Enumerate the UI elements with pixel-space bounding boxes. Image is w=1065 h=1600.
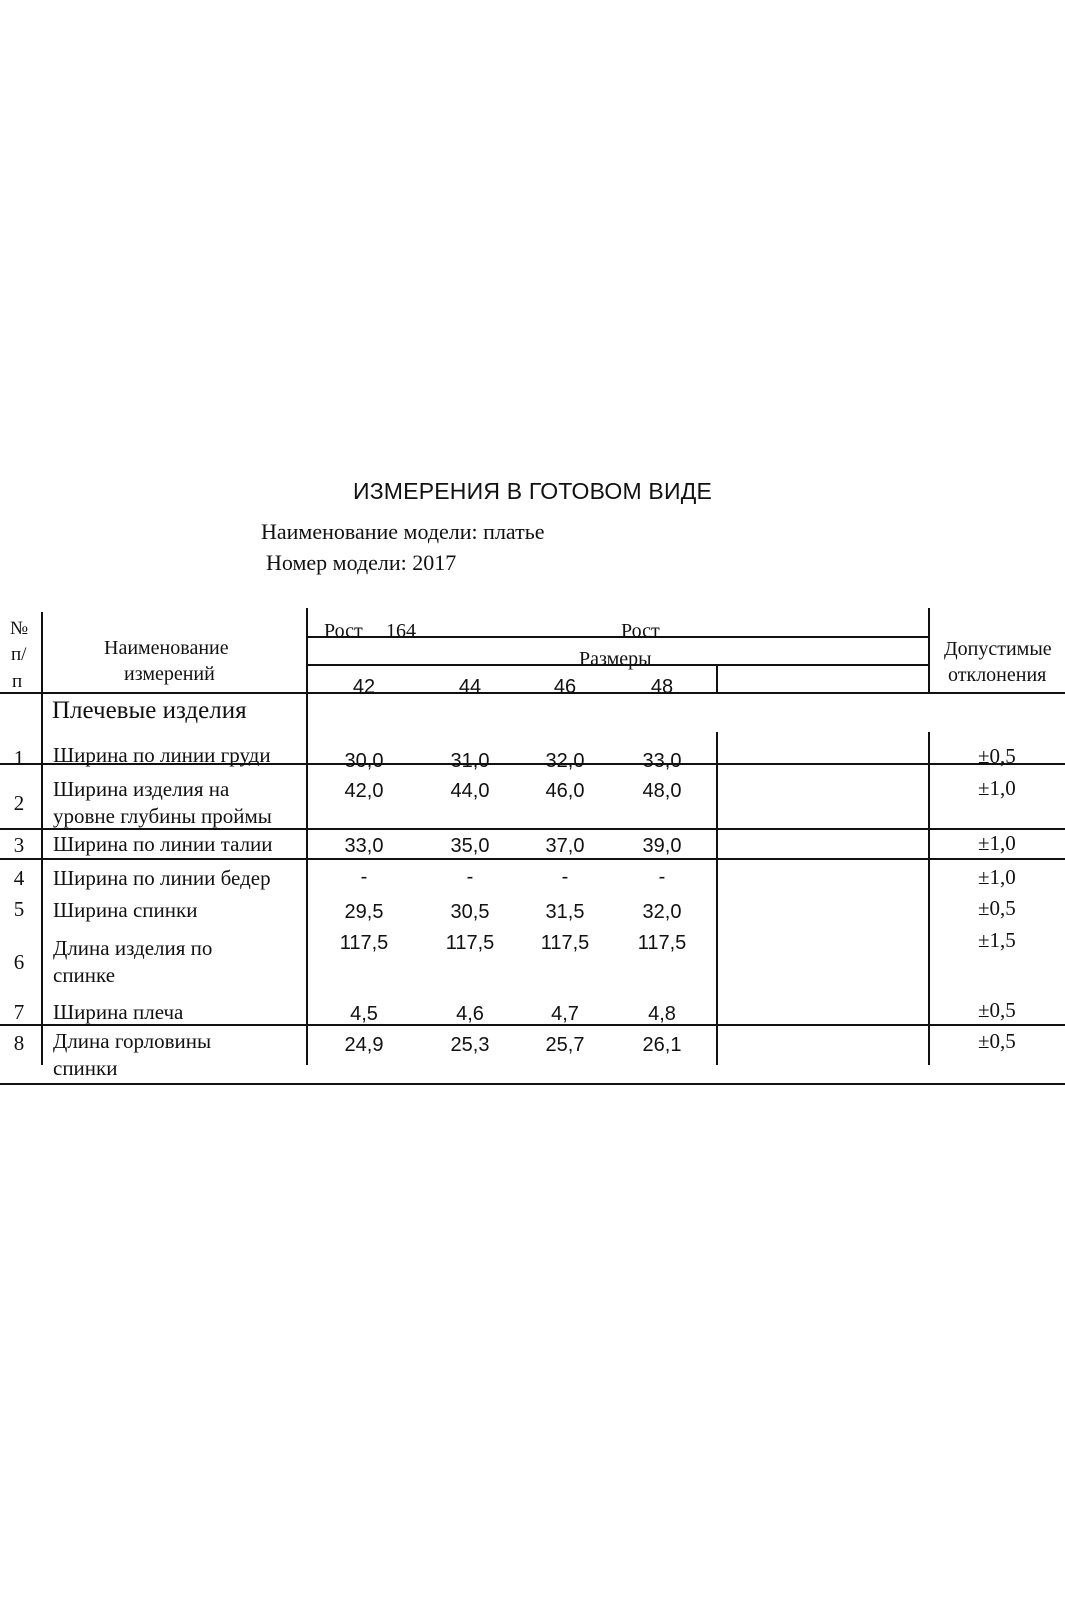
row-tolerance: ±1,0 xyxy=(978,831,1016,855)
section-label: Плечевые изделия xyxy=(52,697,247,724)
row-label: Ширина плеча xyxy=(53,1000,184,1024)
table-line xyxy=(41,612,43,1065)
row-value: 32,0 xyxy=(642,901,682,923)
row-number: 3 xyxy=(13,833,25,857)
row-value: 42,0 xyxy=(344,780,384,802)
table-line xyxy=(0,1083,1065,1085)
size-header: 42 xyxy=(352,676,376,698)
table-line xyxy=(306,608,308,1065)
row-number: 6 xyxy=(13,950,25,974)
header-name-1: Наименование xyxy=(104,637,229,659)
row-value: 25,3 xyxy=(450,1034,490,1056)
header-tolerance-1: Допустимые xyxy=(944,638,1052,660)
row-value: 117,5 xyxy=(637,932,687,954)
row-label: Длина изделия по xyxy=(53,936,213,960)
row-label: Ширина изделия на xyxy=(53,777,230,801)
height-left-value: 164 xyxy=(386,620,416,642)
row-tolerance: ±0,5 xyxy=(978,896,1016,920)
row-value: 33,0 xyxy=(642,750,682,772)
row-value: 35,0 xyxy=(450,835,490,857)
row-label: спинке xyxy=(53,963,116,987)
table-line xyxy=(716,664,718,693)
row-value: 30,0 xyxy=(344,750,384,772)
row-tolerance: ±0,5 xyxy=(978,744,1016,768)
row-value: 48,0 xyxy=(642,780,682,802)
size-header: 44 xyxy=(458,676,482,698)
row-value: - xyxy=(561,866,569,888)
model-number: Номер модели: 2017 xyxy=(266,550,457,575)
row-value: 4,8 xyxy=(648,1003,676,1025)
size-header: 46 xyxy=(553,676,577,698)
row-value: 31,5 xyxy=(545,901,585,923)
row-value: 4,6 xyxy=(456,1003,484,1025)
row-label: Ширина спинки xyxy=(53,898,198,922)
row-number: 2 xyxy=(13,791,25,815)
row-value: 33,0 xyxy=(344,835,384,857)
row-value: 44,0 xyxy=(450,780,490,802)
row-number: 8 xyxy=(13,1031,25,1055)
row-value: 46,0 xyxy=(545,780,585,802)
table-line xyxy=(928,608,930,693)
row-label: Длина горловины xyxy=(53,1029,212,1053)
row-value: 32,0 xyxy=(545,750,585,772)
table-line xyxy=(0,858,1065,860)
row-value: - xyxy=(466,866,474,888)
row-value: 29,5 xyxy=(344,901,384,923)
row-tolerance: ±1,0 xyxy=(978,865,1016,889)
row-number: 7 xyxy=(13,1000,25,1024)
row-number: 1 xyxy=(13,746,25,770)
row-label: Ширина по линии груди xyxy=(53,743,271,767)
height-left-label: Рост xyxy=(324,620,363,642)
row-value: 117,5 xyxy=(339,932,389,954)
sizes-label: Размеры xyxy=(579,648,652,670)
row-label: Ширина по линии талии xyxy=(53,832,273,856)
size-header: 48 xyxy=(650,676,674,698)
row-tolerance: ±1,5 xyxy=(978,928,1016,952)
row-value: 26,1 xyxy=(642,1034,682,1056)
row-value: 117,5 xyxy=(445,932,495,954)
table-line xyxy=(928,732,930,1065)
header-tolerance-2: отклонения xyxy=(948,664,1047,686)
header-num-3: п xyxy=(12,671,23,692)
row-label: Ширина по линии бедер xyxy=(53,866,271,890)
row-value: - xyxy=(658,866,666,888)
document-title: ИЗМЕРЕНИЯ В ГОТОВОМ ВИДЕ xyxy=(352,478,713,504)
row-value: 24,9 xyxy=(344,1034,384,1056)
row-tolerance: ±0,5 xyxy=(978,1029,1016,1053)
row-value: 31,0 xyxy=(450,750,490,772)
row-number: 5 xyxy=(13,897,25,921)
height-right-label: Рост xyxy=(621,620,660,642)
row-value: 117,5 xyxy=(540,932,590,954)
table-line xyxy=(716,732,718,1065)
row-label: уровне глубины проймы xyxy=(53,804,272,828)
row-tolerance: ±0,5 xyxy=(978,998,1016,1022)
row-tolerance: ±1,0 xyxy=(978,776,1016,800)
row-value: 4,7 xyxy=(551,1003,579,1025)
row-value: - xyxy=(360,866,368,888)
row-value: 4,5 xyxy=(350,1003,378,1025)
row-value: 37,0 xyxy=(545,835,585,857)
header-num-2: п/ xyxy=(11,644,27,665)
model-name: Наименование модели: платье xyxy=(261,519,545,544)
row-value: 30,5 xyxy=(450,901,490,923)
row-label: спинки xyxy=(53,1056,118,1080)
row-value: 25,7 xyxy=(545,1034,585,1056)
header-name-2: измерений xyxy=(124,663,215,685)
row-value: 39,0 xyxy=(642,835,682,857)
row-number: 4 xyxy=(13,866,25,890)
header-num-1: № xyxy=(10,618,29,639)
